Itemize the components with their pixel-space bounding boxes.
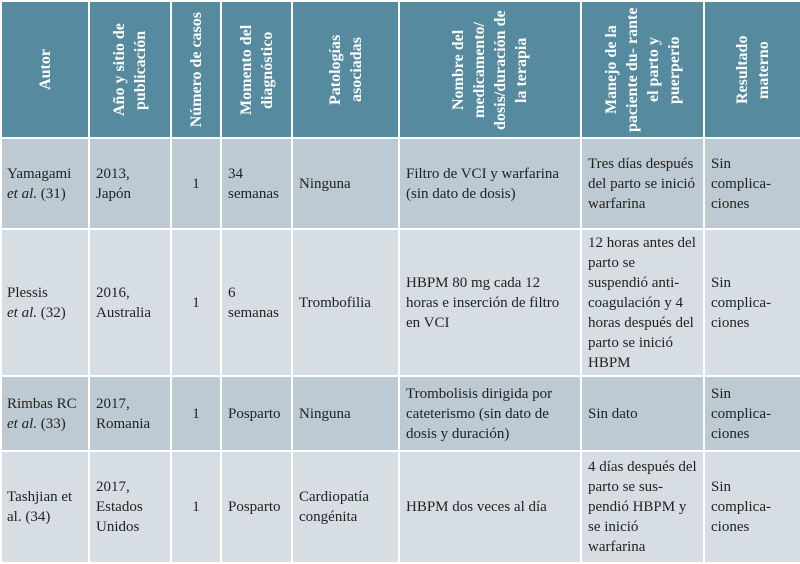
header-medicamento xyxy=(399,1,581,138)
cell-year-site: 2016, Australia xyxy=(89,229,171,376)
header-label: Manejo de la paciente du- rante el parto y puerperio xyxy=(602,7,683,132)
author-name: Plessis xyxy=(7,284,48,301)
cell-cases: 1 xyxy=(171,138,221,229)
cell-cases: 1 xyxy=(171,451,221,563)
cell-year-site: 2017, Romania xyxy=(89,376,171,451)
cell-diagnosis-time: 6 semanas xyxy=(221,229,292,376)
cell-year-site: 2017, Estados Unidos xyxy=(89,451,171,563)
table-row xyxy=(1,451,800,563)
cell-outcome: Sin complica- ciones xyxy=(704,229,800,376)
cell-diagnosis-time: Posparto xyxy=(221,451,292,563)
table-row xyxy=(1,138,800,229)
cell-pathologies: Cardiopatía congénita xyxy=(292,451,399,563)
cell-diagnosis-time: 34 semanas xyxy=(221,138,292,229)
cell-outcome: Sin complica- ciones xyxy=(704,451,800,563)
cell-medication: HBPM 80 mg cada 12 horas e inserción de filtro en VCI xyxy=(399,229,581,376)
header-autor xyxy=(1,1,89,138)
cell-author xyxy=(1,376,89,451)
header-numero-casos xyxy=(171,1,221,138)
header-row xyxy=(1,1,800,138)
author-name: Rimbas RC xyxy=(7,395,77,412)
header-label: Patologías asociadas xyxy=(326,34,365,105)
header-label: Nombre del medicamento/ dosis/duración de la terapia xyxy=(450,9,530,130)
cell-medication: HBPM dos veces al día xyxy=(399,451,581,563)
header-ano-sitio xyxy=(89,1,171,138)
cell-cases: 1 xyxy=(171,229,221,376)
cell-management: 12 horas antes del parto se suspendió anti- coagulación y 4 horas después del parto se inició HBPM xyxy=(581,229,704,376)
header-label: Año y sitio de publicación xyxy=(111,23,149,116)
author-etal: et al. xyxy=(7,185,37,202)
author-name: Yamagami xyxy=(7,165,72,182)
cell-management: Tres días después del parto se inició warfarina xyxy=(581,138,704,229)
cell-diagnosis-time: Posparto xyxy=(221,376,292,451)
header-manejo xyxy=(581,1,704,138)
cell-management: Sin dato xyxy=(581,376,704,451)
cell-cases: 1 xyxy=(171,376,221,451)
author-ref: (32) xyxy=(40,304,66,321)
header-label: Número de casos xyxy=(187,11,205,128)
header-label: Momento del diagnóstico xyxy=(237,24,276,115)
cell-pathologies: Trombofilia xyxy=(292,229,399,376)
cell-author: Tashjian et al. (34) xyxy=(1,451,89,563)
header-patologias xyxy=(292,1,399,138)
cell-medication: Filtro de VCI y warfarina (sin dato de dosis) xyxy=(399,138,581,229)
author-ref: (31) xyxy=(40,185,66,202)
author-etal: et al. xyxy=(7,415,37,432)
cell-outcome: Sin complica- ciones xyxy=(704,138,800,229)
cell-management: 4 días después del parto se sus- pendió HBPM y se inició warfarina xyxy=(581,451,704,563)
cell-medication: Trombolisis dirigida por cateterismo (sin dato de dosis y duración) xyxy=(399,376,581,451)
author-etal: et al. xyxy=(7,304,37,321)
header-resultado xyxy=(704,1,800,138)
cell-year-site: 2013, Japón xyxy=(89,138,171,229)
cell-author xyxy=(1,229,89,376)
header-label: Autor xyxy=(36,49,54,90)
table-row xyxy=(1,229,800,376)
cell-author xyxy=(1,138,89,229)
author-ref: (33) xyxy=(40,415,66,432)
cell-outcome: Sin complica- ciones xyxy=(704,376,800,451)
header-label: Resultado materno xyxy=(733,35,772,104)
header-momento-diagnostico xyxy=(221,1,292,138)
cell-pathologies: Ninguna xyxy=(292,138,399,229)
table-row xyxy=(1,376,800,451)
cell-pathologies: Ninguna xyxy=(292,376,399,451)
